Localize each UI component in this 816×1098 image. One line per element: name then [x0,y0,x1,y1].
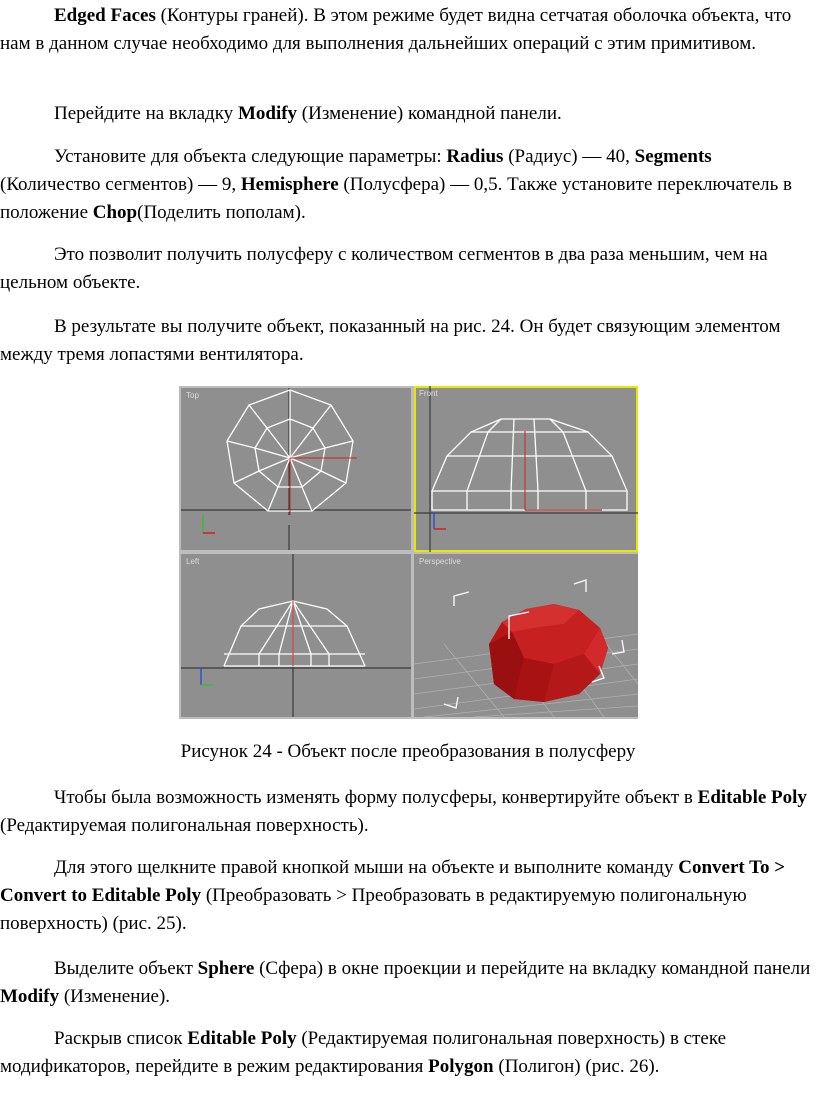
paragraph-parameters: Установите для объекта следующие параметры: Radius (Радиус) — 40, Segments (Количество сегментов) — 9, Hemisphere (Полусфера) — 0,5. Также установите переключатель в положение Chop(Поделить пополам). [0,146,792,223]
left-view-mesh [181,554,411,717]
viewport-label-left: Left [186,557,200,566]
paragraph-edged-faces: Edged Faces (Контуры граней). В этом режиме будет видна сетчатая оболочка объекта, что нам в данном случае необходимо для выполнения дальнейших операций с этим примитивом. [0,5,792,54]
paragraph-select-sphere: Выделите объект Sphere (Сфера) в окне проекции и перейдите на вкладку командной панели Modify (Изменение). [0,958,811,1007]
paragraph-polygon-mode: Раскрыв список Editable Poly (Редактируемая полигональная поверхность) в стеке модификаторов, перейдите в режим редактирования Polygon (Полигон) (рис. 26). [0,1028,727,1077]
paragraph-convert-command: Для этого щелкните правой кнопкой мыши на объекте и выполните команду Convert To > Convert to Editable Poly (Преобразовать > Преобразовать в редактируемую полигональную поверхность) (рис. 25). [0,857,786,934]
figure-viewports [179,386,638,719]
perspective-view-render [414,554,638,717]
figure-caption: Рисунок 24 - Объект после преобразования в полусферу [180,741,636,762]
viewport-label-front: Front [419,389,438,398]
front-view-mesh [414,386,638,552]
viewport-top[interactable] [181,388,411,550]
paragraph-convert-object: Чтобы была возможность изменять форму полусферы, конвертируйте объект в Editable Poly (Редактируемая полигональная поверхность). [0,787,807,836]
viewport-left[interactable] [181,554,411,717]
top-view-mesh [181,388,411,550]
viewport-front[interactable] [414,386,638,552]
viewport-label-top: Top [186,391,199,400]
viewport-label-perspective: Perspective [419,557,461,566]
paragraph-hemisphere-result: Это позволит получить полусферу с количеством сегментов в два раза меньшим, чем на цельном объекте. [0,244,768,293]
paragraph-modify-tab: Перейдите на вкладку Modify (Изменение) командной панели. [54,103,562,124]
paragraph-figure-reference: В результате вы получите объект, показанный на рис. 24. Он будет связующим элементом между тремя лопастями вентилятора. [0,316,781,365]
viewport-perspective[interactable] [414,554,638,717]
